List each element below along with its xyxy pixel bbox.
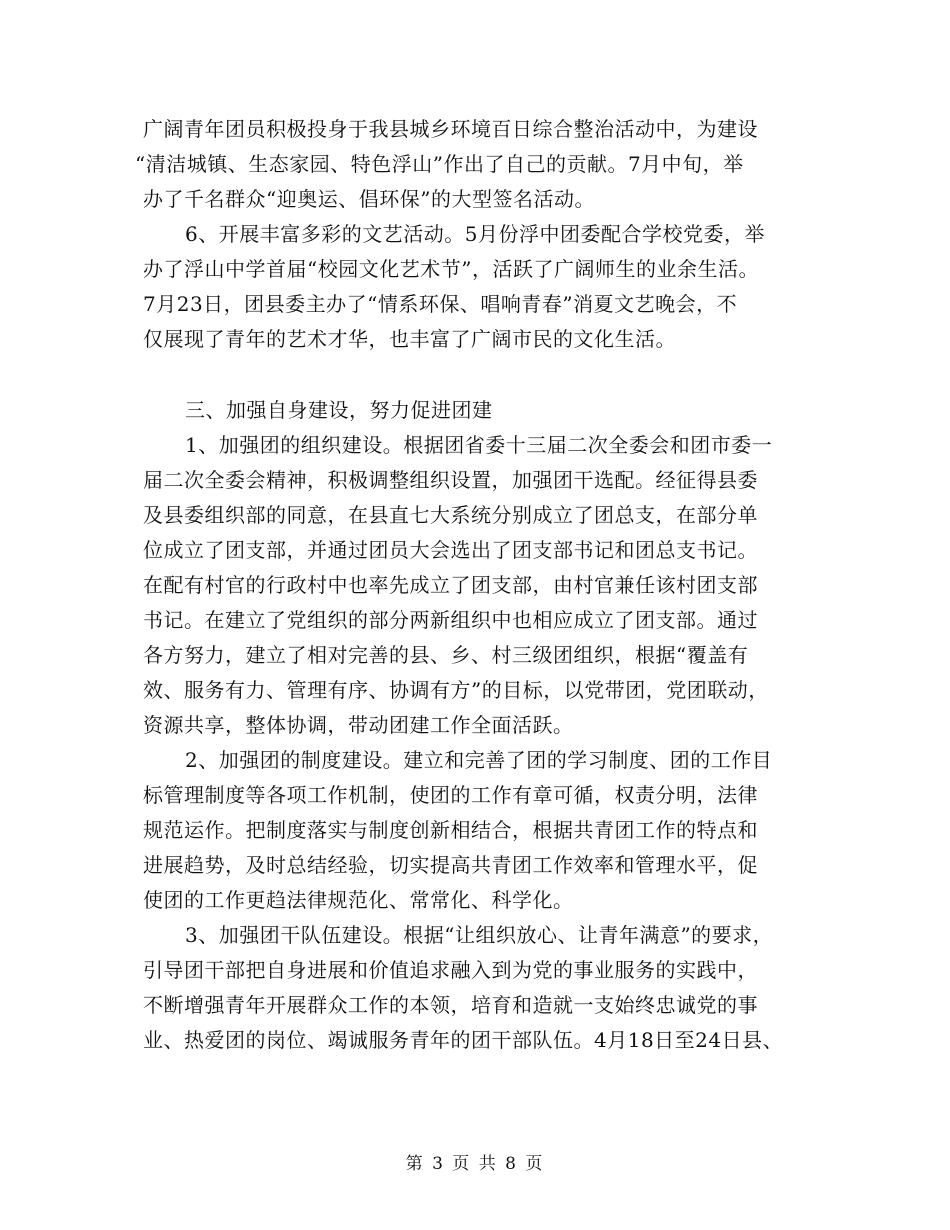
text-line: 进展趋势，及时总结经验，切实提高共青团工作效率和管理水平，促 xyxy=(143,853,758,877)
text-line: 规范运作。把制度落实与制度创新相结合，根据共青团工作的特点和 xyxy=(143,818,758,842)
text-line: 7月23日，团县委主办了“情系环保、唱响青春”消夏文艺晚会，不 xyxy=(143,292,738,316)
text-line: 办了浮山中学首届“校园文化艺术节”，活跃了广阔师生的业余生活。 xyxy=(143,257,759,281)
text-line: 引导团干部把自身进展和价值追求融入到为党的事业服务的实践中， xyxy=(143,958,758,982)
text-line: 不断增强青年开展群众工作的本领，培育和造就一支始终忠诚党的事 xyxy=(143,993,758,1017)
text-line: 使团的工作更趋法律规范化、常常化、科学化。 xyxy=(143,888,574,912)
text-line: “清洁城镇、生态家园、特色浮山”作出了自己的贡献。7月中旬，举 xyxy=(135,152,744,176)
text-line: 书记。在建立了党组织的部分两新组织中也相应成立了团支部。通过 xyxy=(143,608,758,632)
text-line: 标管理制度等各项工作机制，使团的工作有章可循，权责分明，法律 xyxy=(143,783,758,807)
text-line: 业、热爱团的岗位、竭诚服务青年的团干部队伍。4月18日至24日县、 xyxy=(143,1028,784,1052)
paragraph-start-line: 2、加强团的制度建设。建立和完善了团的学习制度、团的工作目 xyxy=(185,748,773,772)
text-line: 广阔青年团员积极投身于我县城乡环境百日综合整治活动中，为建设 xyxy=(143,117,758,141)
paragraph-gap xyxy=(143,357,833,393)
text-line: 效、服务有力、管理有序、协调有方”的目标，以党带团，党团联动， xyxy=(143,678,769,702)
section-heading: 三、加强自身建设，努力促进团建 xyxy=(185,398,493,422)
text-line: 资源共享，整体协调，带动团建工作全面活跃。 xyxy=(143,713,574,737)
document-body xyxy=(135,112,833,1058)
text-line: 仅展现了青年的艺术才华，也丰富了广阔市民的文化生活。 xyxy=(143,327,676,351)
text-line: 在配有村官的行政村中也率先成立了团支部，由村官兼任该村团支部 xyxy=(143,573,758,597)
text-line: 及县委组织部的同意，在县直七大系统分别成立了团总支，在部分单 xyxy=(143,503,758,527)
text-line: 各方努力，建立了相对完善的县、乡、村三级团组织，根据“覆盖有 xyxy=(143,643,749,667)
text-line: 办了千名群众“迎奥运、倡环保”的大型签名活动。 xyxy=(143,187,595,211)
text-line: 届二次全委会精神，积极调整组织设置，加强团干选配。经征得县委 xyxy=(143,468,758,492)
paragraph-start-line: 1、加强团的组织建设。根据团省委十三届二次全委会和团市委一 xyxy=(185,433,773,457)
text-line: 位成立了团支部，并通过团员大会选出了团支部书记和团总支书记。 xyxy=(143,538,758,562)
paragraph-start-line: 3、加强团干队伍建设。根据“让组织放心、让青年满意”的要求， xyxy=(185,923,774,947)
page-number-footer: 第 3 页 共 8 页 xyxy=(405,1154,545,1174)
paragraph-start-line: 6、开展丰富多彩的文艺活动。5月份浮中团委配合学校党委，举 xyxy=(185,222,765,246)
